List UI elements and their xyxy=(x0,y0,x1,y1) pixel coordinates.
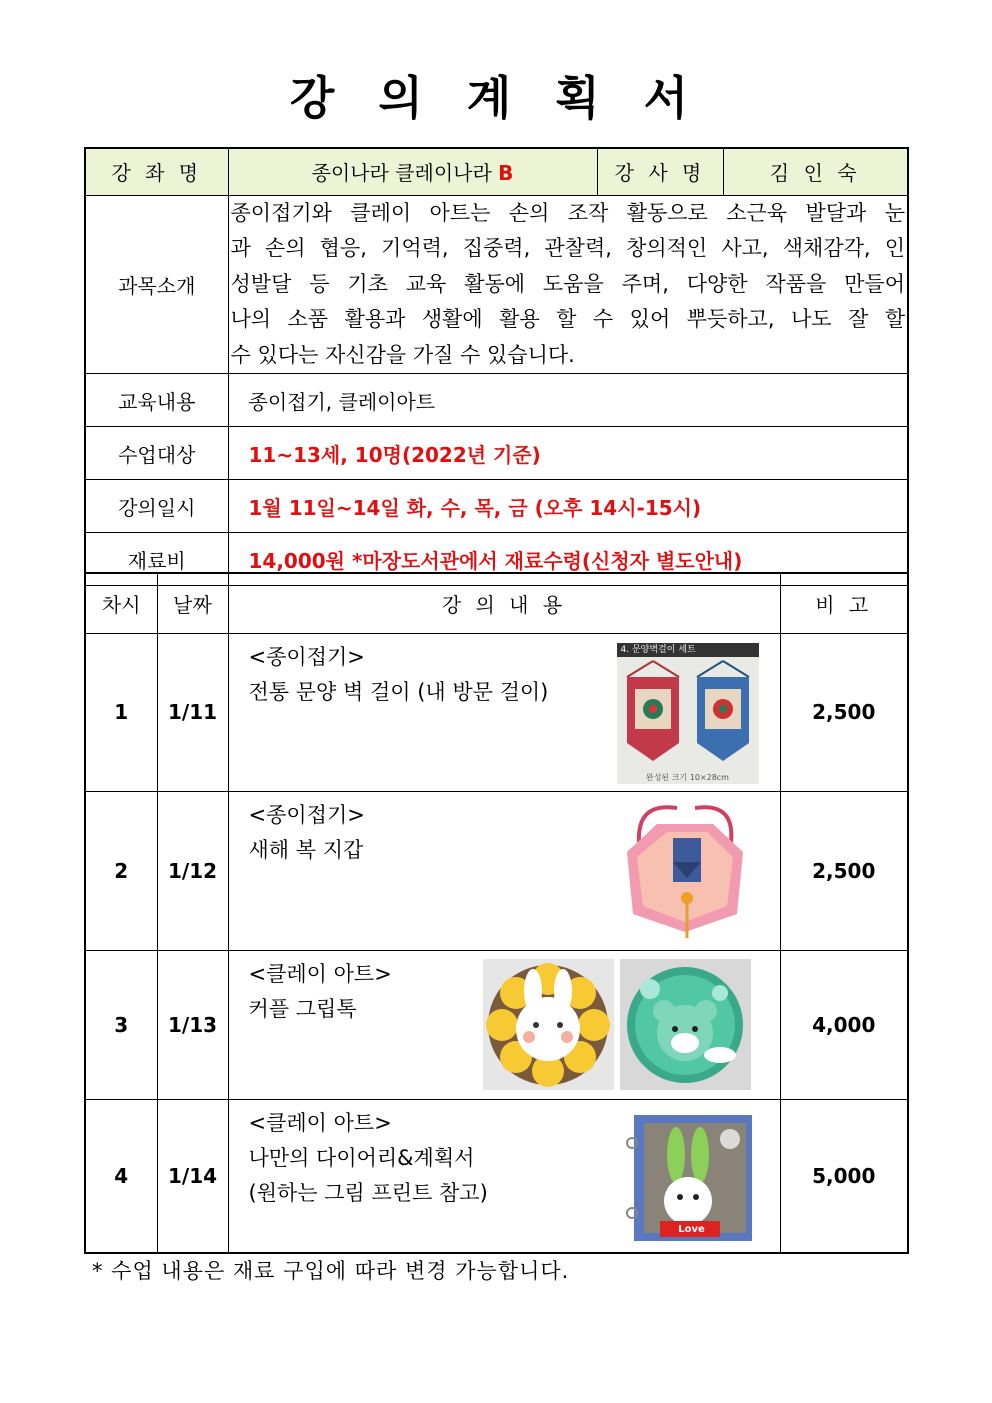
info-value-schedule: 1월 11일~14일 화, 수, 목, 금 (오후 14시-15시) xyxy=(228,480,908,533)
bunny-griptok-icon xyxy=(483,959,614,1090)
info-label-target: 수업대상 xyxy=(85,427,228,480)
session-content xyxy=(228,633,780,791)
course-name: 종이나라 클레이나라 xyxy=(311,161,499,186)
session-cost: 2,500 xyxy=(780,633,908,791)
session-cost: 5,000 xyxy=(780,1099,908,1253)
instructor-label: 강 사 명 xyxy=(597,148,723,195)
col-header-session: 차시 xyxy=(85,573,157,633)
intro-line: 과 손의 협응, 기억력, 집중력, 관찰력, 창의적인 사고, 색채감각, 인 xyxy=(230,236,905,260)
session-category: <종이접기> xyxy=(248,644,365,669)
session-category: <클레이 아트> xyxy=(248,961,392,986)
course-name-cell xyxy=(228,148,597,195)
photo-caption: 4. 문양벽걸이 세트 xyxy=(617,643,759,657)
course-suffix: B xyxy=(498,161,514,186)
session-title: 커플 그립톡 xyxy=(248,996,357,1021)
page-title: 강 의 계 획 서 xyxy=(289,71,703,125)
session-number: 2 xyxy=(85,791,157,950)
session-title: 새해 복 지갑 xyxy=(248,837,364,862)
session-date: 1/14 xyxy=(157,1099,228,1253)
intro-line: 성발달 등 기초 교육 활동에 도움을 주며, 다양한 작품을 만들어 xyxy=(230,271,905,296)
course-info-table xyxy=(84,147,909,586)
session-content xyxy=(228,1099,780,1253)
photo-subcaption: 완성된 크기 10×28cm xyxy=(646,772,729,782)
session-title: 전통 문양 벽 걸이 (내 방문 걸이) xyxy=(248,679,549,704)
info-value-fee: 14,000원 *마장도서관에서 재료수령(신청자 별도안내) xyxy=(228,533,908,586)
session-category: <종이접기> xyxy=(248,802,365,827)
wall-hanging-icon xyxy=(617,657,759,784)
wall-hanging-photo xyxy=(617,643,759,784)
session-number: 4 xyxy=(85,1099,157,1253)
table-row xyxy=(85,950,908,1099)
instructor-name: 김 인 숙 xyxy=(723,148,908,195)
diary-photo xyxy=(626,1113,756,1243)
bunny-griptok-photo xyxy=(483,959,614,1090)
intro-label: 과목소개 xyxy=(85,195,228,374)
footnote: * 수업 내용은 재료 구입에 따라 변경 가능합니다. xyxy=(92,1259,570,1283)
info-value-target: 11~13세, 10명(2022년 기준) xyxy=(228,427,908,480)
intro-line: 나의 소품 활용과 생활에 활용 할 수 있어 뿌듯하고, 나도 잘 할 xyxy=(230,307,905,331)
wallet-icon xyxy=(617,802,753,942)
info-label-schedule: 강의일시 xyxy=(85,480,228,533)
session-cost: 2,500 xyxy=(780,791,908,950)
table-row xyxy=(85,791,908,950)
session-date: 1/13 xyxy=(157,950,228,1099)
session-cost: 4,000 xyxy=(780,950,908,1099)
session-extra: (원하는 그림 프린트 참고) xyxy=(248,1180,488,1205)
diary-caption: Love xyxy=(678,1223,705,1235)
intro-line: 종이접기와 클레이 아트는 손의 조작 활동으로 소근육 발달과 눈 xyxy=(230,200,905,225)
wallet-photo xyxy=(617,802,753,942)
session-content xyxy=(228,791,780,950)
session-number: 3 xyxy=(85,950,157,1099)
col-header-content: 강 의 내 용 xyxy=(228,573,780,633)
col-header-note: 비 고 xyxy=(780,573,908,633)
schedule-table xyxy=(84,572,909,1254)
course-label: 강 좌 명 xyxy=(85,148,228,195)
session-date: 1/12 xyxy=(157,791,228,950)
bear-griptok-photo xyxy=(620,959,751,1090)
table-row xyxy=(85,1099,908,1253)
session-title: 나만의 다이어리&계획서 xyxy=(248,1145,475,1170)
intro-text xyxy=(228,195,908,374)
session-number: 1 xyxy=(85,633,157,791)
intro-line: 수 있다는 자신감을 가질 수 있습니다. xyxy=(230,342,575,367)
info-value-content: 종이접기, 클레이아트 xyxy=(228,374,908,427)
info-label-fee: 재료비 xyxy=(85,533,228,586)
session-date: 1/11 xyxy=(157,633,228,791)
col-header-date: 날짜 xyxy=(157,573,228,633)
table-row xyxy=(85,633,908,791)
info-label-content: 교육내용 xyxy=(85,374,228,427)
session-content xyxy=(228,950,780,1099)
session-category: <클레이 아트> xyxy=(248,1110,392,1135)
bear-griptok-icon xyxy=(620,959,751,1090)
